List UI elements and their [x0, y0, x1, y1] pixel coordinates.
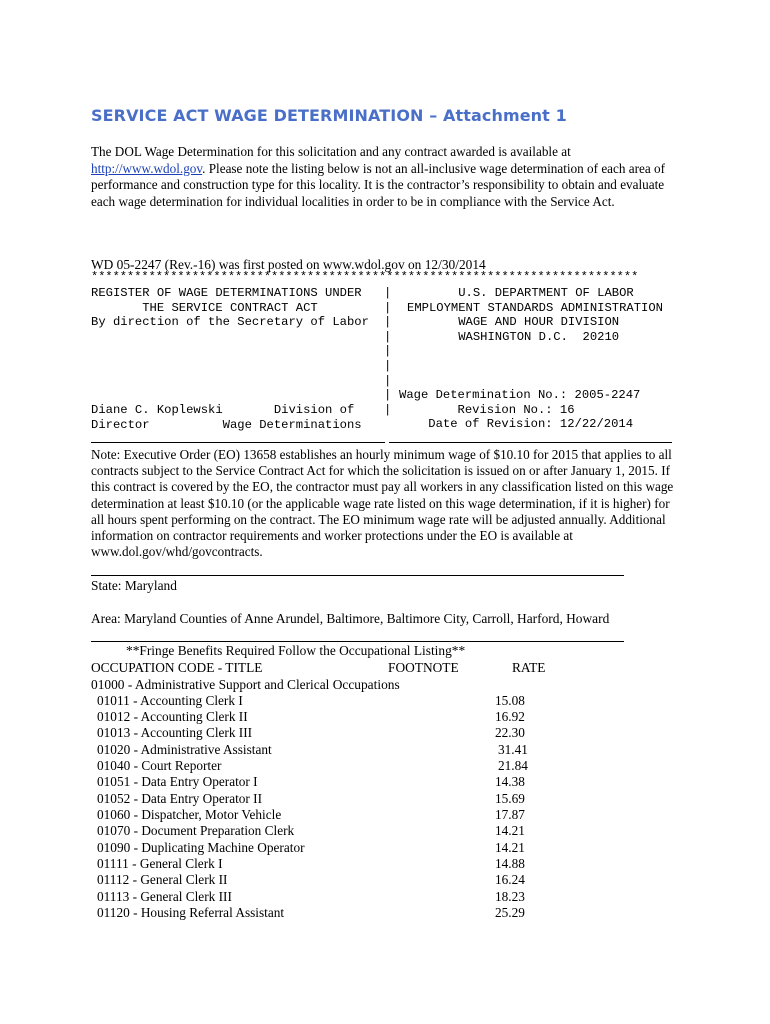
- posted-line: WD 05-2247 (Rev.-16) was first posted on www.wdol.gov on 12/30/2014: [91, 257, 486, 272]
- occupation-title: 01012 - Accounting Clerk II: [97, 709, 248, 724]
- table-row: [0, 840, 770, 856]
- occupation-rate: 14.88: [495, 856, 525, 871]
- page-title: SERVICE ACT WAGE DETERMINATION – Attachment 1: [91, 106, 567, 125]
- occupation-rate: 15.08: [495, 693, 525, 708]
- register-left-block: [91, 286, 369, 330]
- register-right-block: [407, 286, 663, 344]
- table-row: [0, 856, 770, 872]
- occupation-title: 01090 - Duplicating Machine Operator: [97, 840, 305, 855]
- wage-determination-info: [399, 388, 640, 432]
- revision-date: Date of Revision: 12/22/2014: [399, 417, 634, 432]
- department-line: WAGE AND HOUR DIVISION: [407, 315, 620, 330]
- register-line: REGISTER OF WAGE DETERMINATIONS UNDER: [91, 286, 362, 300]
- occupation-title: 01111 - General Clerk I: [97, 856, 223, 871]
- revision-number: Revision No.: 16: [399, 402, 575, 417]
- table-row: [0, 693, 770, 709]
- occupation-rate: 16.92: [495, 709, 525, 724]
- table-row: [0, 823, 770, 839]
- intro-paragraph: [91, 144, 676, 210]
- occupation-title: 01013 - Accounting Clerk III: [97, 725, 253, 740]
- department-line: U.S. DEPARTMENT OF LABOR: [407, 286, 634, 300]
- occupation-rate: 21.84: [498, 758, 528, 773]
- rate-header: RATE: [512, 660, 546, 675]
- area-label: Area: Maryland Counties of Anne Arundel, Baltimore, Baltimore City, Carroll, Harford, Howard: [91, 611, 610, 626]
- table-row: [0, 725, 770, 741]
- table-row: [0, 807, 770, 823]
- wd-number: Wage Determination No.: 2005-2247: [399, 388, 641, 402]
- occupation-rate: 15.69: [495, 791, 525, 806]
- occupation-group-heading: 01000 - Administrative Support and Clerical Occupations: [91, 677, 400, 692]
- table-row: [0, 742, 770, 758]
- rule-left: [91, 442, 385, 443]
- intro-text-start: The DOL Wage Determination for this solicitation and any contract awarded is available at: [91, 144, 571, 159]
- occupation-rate: 31.41: [498, 742, 528, 757]
- signer-title: Director Wage Determinations: [91, 417, 362, 432]
- occupation-rate: 16.24: [495, 872, 525, 887]
- asterisk-divider: ****************************************************************************: [91, 270, 639, 284]
- occupation-title: 01052 - Data Entry Operator II: [97, 791, 263, 806]
- occupation-rate: 14.38: [495, 774, 525, 789]
- signer-block: [91, 403, 362, 432]
- divider-line: [91, 641, 624, 642]
- occupation-rate: 17.87: [495, 807, 525, 822]
- occupation-title: 01040 - Court Reporter: [97, 758, 222, 773]
- register-line: By direction of the Secretary of Labor: [91, 315, 369, 330]
- state-label: State: Maryland: [91, 578, 177, 593]
- fringe-benefits-note: **Fringe Benefits Required Follow the Occupational Listing**: [126, 643, 466, 658]
- divider-line: [91, 575, 624, 576]
- occupation-title: 01112 - General Clerk II: [97, 872, 228, 887]
- register-line: THE SERVICE CONTRACT ACT: [91, 300, 318, 315]
- footnote-header: FOOTNOTE: [388, 660, 459, 675]
- occupation-title: 01120 - Housing Referral Assistant: [97, 905, 285, 920]
- table-row: [0, 889, 770, 905]
- occupation-title: 01011 - Accounting Clerk I: [97, 693, 243, 708]
- table-row: [0, 709, 770, 725]
- occupation-rate: 18.23: [495, 889, 525, 904]
- table-row: [0, 905, 770, 921]
- occupation-rate: 25.29: [495, 905, 525, 920]
- signer-name: Diane C. Koplewski Division of: [91, 403, 355, 417]
- occupation-title: 01051 - Data Entry Operator I: [97, 774, 258, 789]
- department-line: EMPLOYMENT STANDARDS ADMINISTRATION: [407, 300, 663, 315]
- table-row: [0, 872, 770, 888]
- occupation-title: 01020 - Administrative Assistant: [97, 742, 272, 757]
- eo-note: Note: Executive Order (EO) 13658 establishes an hourly minimum wage of $10.10 for 2015 that applies to all contracts subject to the Service Contract Act for which the solicitation is issued on or after January 1, 2015. If this contract is covered by the EO, the contractor must pay all workers in any classification listed on this wage determination at least $10.10 (or the applicable wage rate listed on this wage determination, if it is higher) for all hours spent performing on the contract. The EO minimum wage rate will be adjusted annually. Additional information on contractor requirements and worker protections under the EO is available at www.dol.gov/whd/govcontracts.: [91, 447, 674, 560]
- wdol-link[interactable]: http://www.wdol.gov: [91, 160, 203, 176]
- intro-text-end: . Please note the listing below is not an all-inclusive wage determination of each area of performance and construction type for this locality. It is the contractor’s responsibility to obtain and evaluate each wage determination for individual localities in order to be in compliance with the Service Act.: [91, 160, 666, 209]
- department-line: WASHINGTON D.C. 20210: [407, 329, 620, 344]
- table-row: [0, 791, 770, 807]
- occupation-rate: 14.21: [495, 823, 525, 838]
- rule-right: [389, 442, 672, 443]
- occupation-rate: 22.30: [495, 725, 525, 740]
- occupation-rate: 14.21: [495, 840, 525, 855]
- pipe-separator: | | | | | | | | |: [384, 286, 392, 417]
- table-row: [0, 774, 770, 790]
- occupation-title: 01060 - Dispatcher, Motor Vehicle: [97, 807, 282, 822]
- occupation-title: 01113 - General Clerk III: [97, 889, 232, 904]
- occupation-header: OCCUPATION CODE - TITLE: [91, 660, 263, 675]
- occupation-title: 01070 - Document Preparation Clerk: [97, 823, 295, 838]
- table-row: [0, 758, 770, 774]
